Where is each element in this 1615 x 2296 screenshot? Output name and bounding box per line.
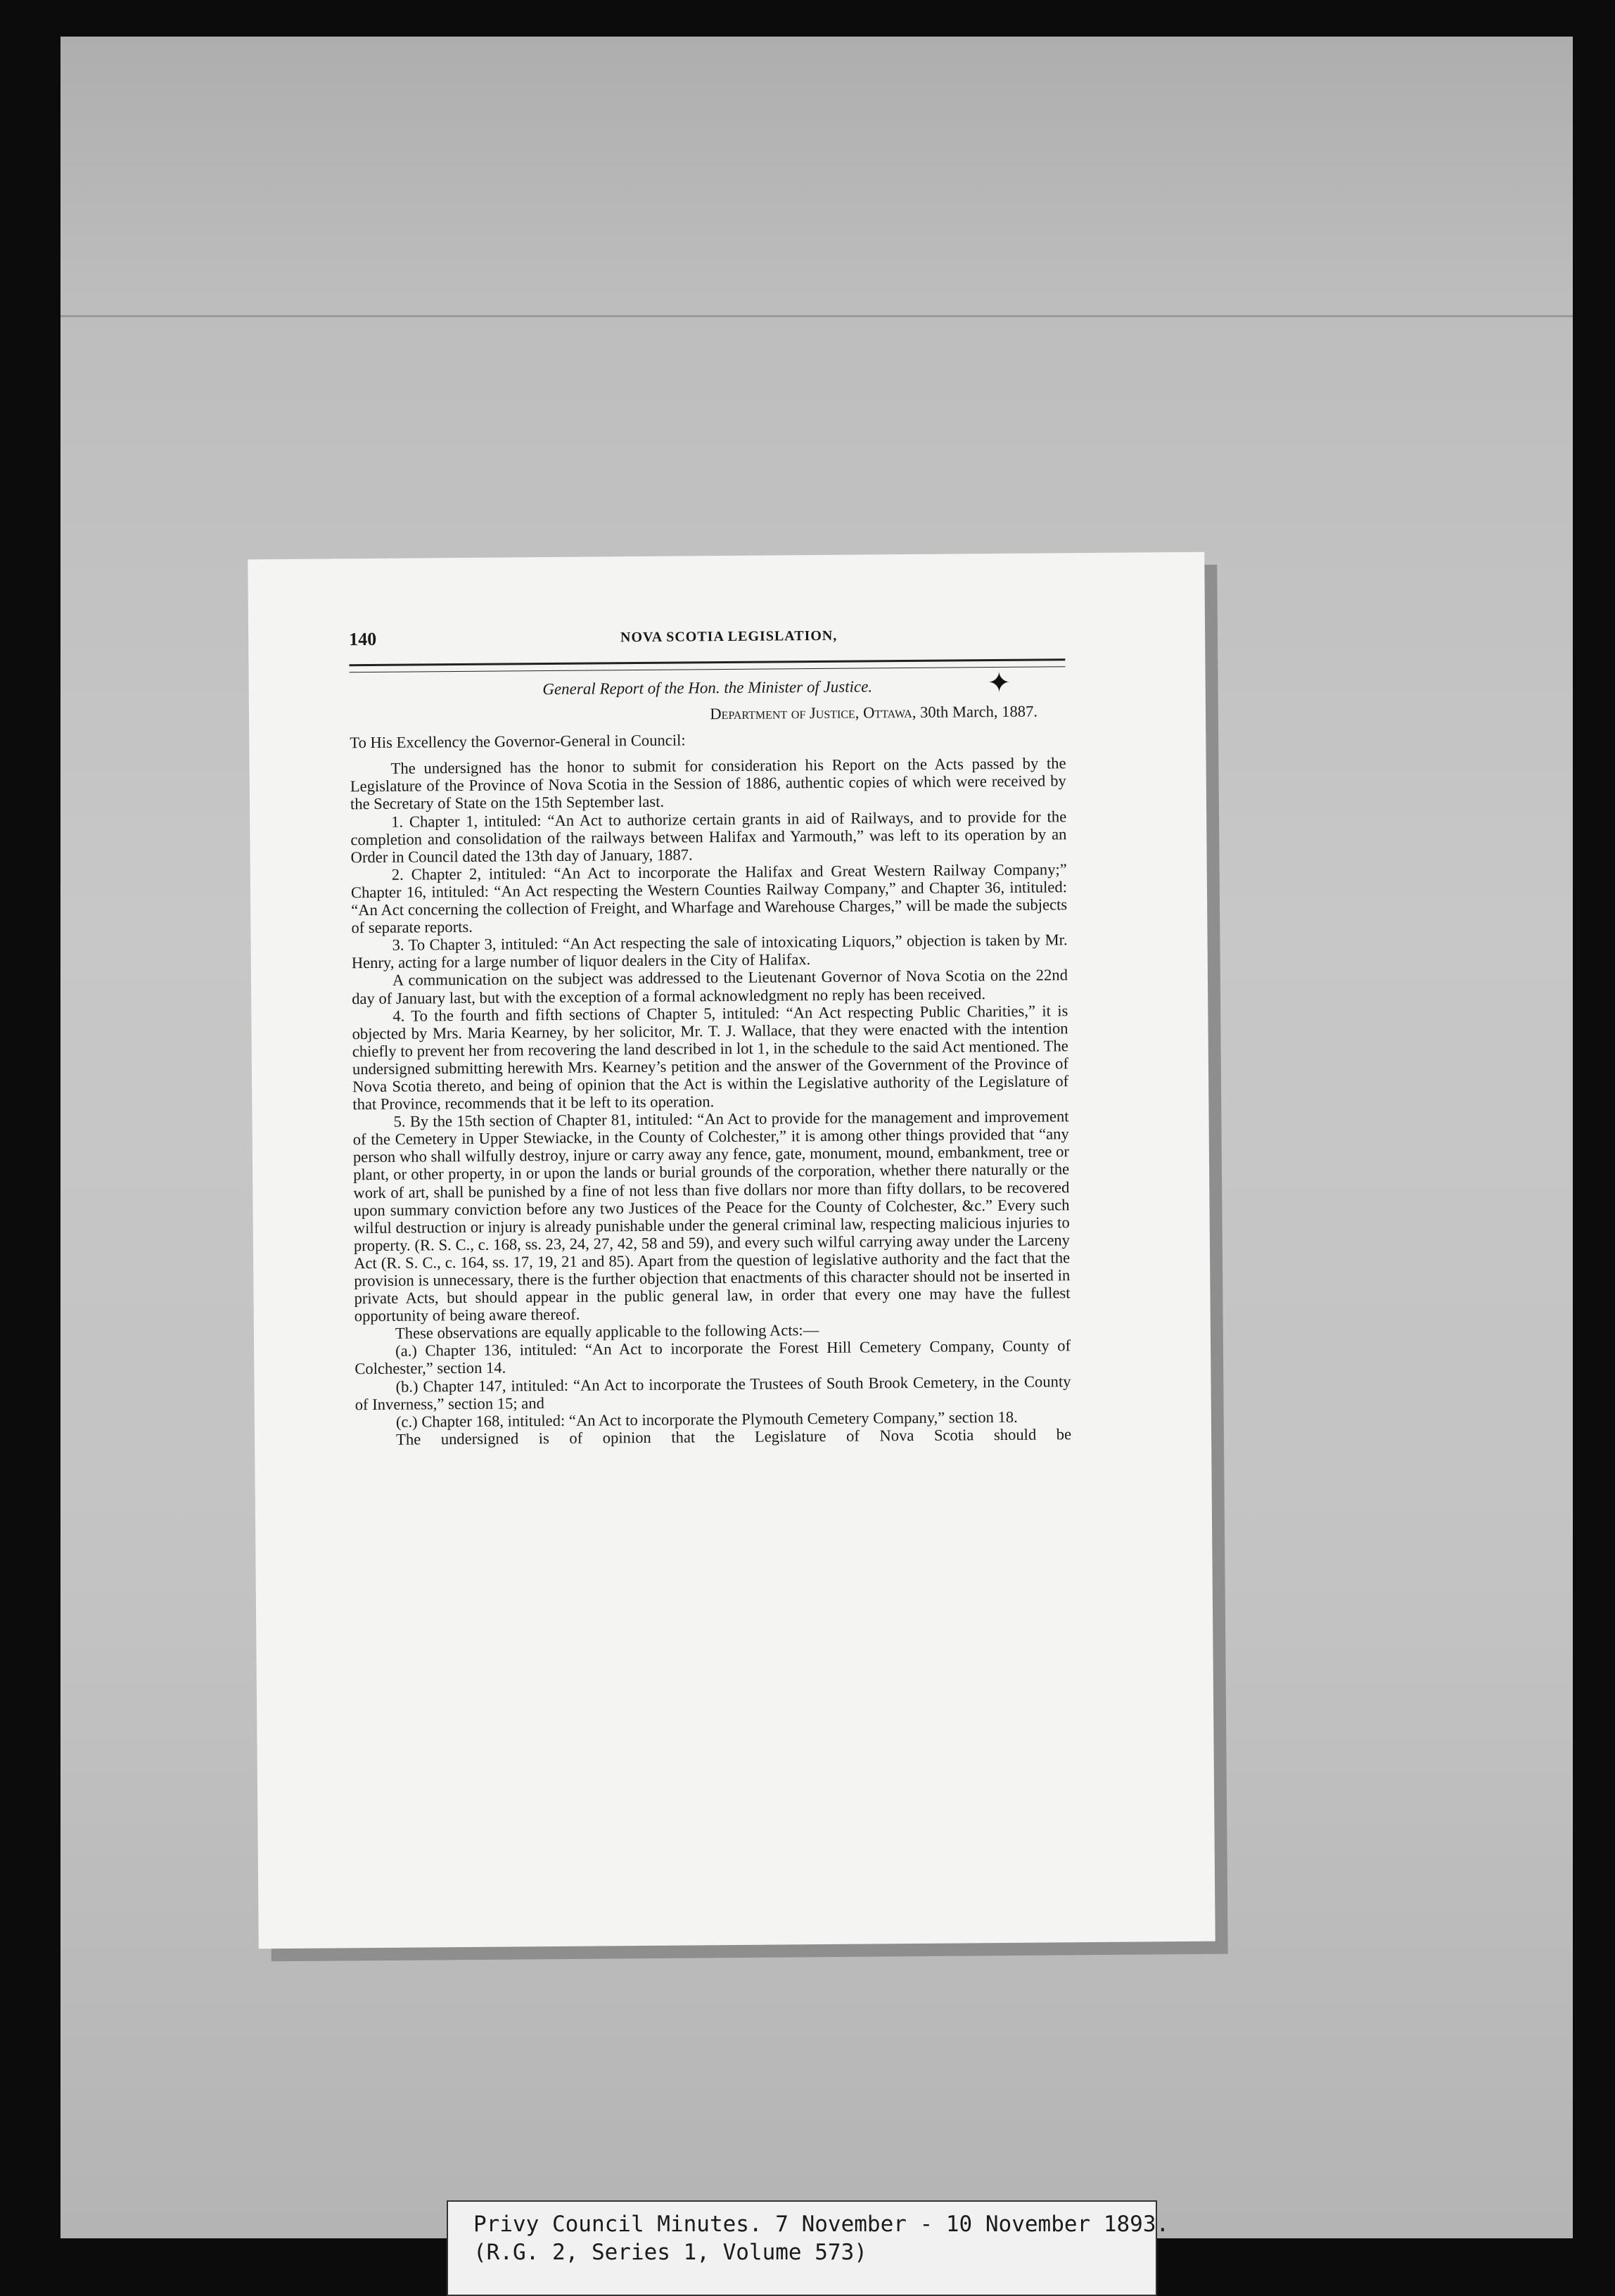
report-title: General Report of the Hon. the Minister of Justice. xyxy=(542,677,873,699)
dateline xyxy=(350,703,1038,726)
paragraph-chapter-1: 1. Chapter 1, intituled: “An Act to authorize certain grants in aid of Railways, and to provide for the completion and consolidation of the railways between Halifax and Yarmouth,” was left to its operation by an Order in Council dated the 13th day of January, 1887. xyxy=(350,807,1067,866)
paragraph-intro: The undersigned has the honor to submit for consideration his Report on the Acts passed by the Legislature of the Province of Nova Scotia in the Session of 1886, authentic copies of which were received by the Secretary of State on the 15th September last. xyxy=(350,754,1066,813)
paragraph-item-c: (c.) Chapter 168, intituled: “An Act to incorporate the Plymouth Cemetery Company,” section 18. xyxy=(395,1408,1018,1431)
fold-line xyxy=(60,315,1573,317)
paragraph-item-a: (a.) Chapter 136, intituled: “An Act to incorporate the Forest Hill Cemetery Company, County of Colchester,” section 14. xyxy=(355,1337,1071,1378)
paragraph-closing: The undersigned is of opinion that the Legislature of Nova Scotia should be xyxy=(395,1425,1072,1448)
paragraph-chapter-3: 3. To Chapter 3, intituled: “An Act respecting the sale of intoxicating Liquors,” objection is taken by Mr. Henry, acting for a large number of liquor dealers in the City of Halifax. xyxy=(351,931,1068,972)
header-rule xyxy=(349,658,1065,672)
paragraph-observations: These observations are equally applicable to the following Acts:— xyxy=(395,1321,819,1343)
paragraph-communication: A communication on the subject was addressed to the Lieutenant Governor of Nova Scotia on the 22nd day of January last, but with the exception of a formal acknowledgment no reply has been received. xyxy=(352,966,1068,1007)
archive-label-line-1: Privy Council Minutes. 7 November - 10 November 1893. xyxy=(473,2212,1170,2237)
dateline-place: Ottawa, xyxy=(862,703,917,722)
paragraph-chapter-81: 5. By the 15th section of Chapter 81, intituled: “An Act to provide for the management and improvement of the Cemetery in Upper Stewiacke, in the County of Colchester,” it is among other things provided that “any person who shall wilfully destroy, injure or carry away any fence, gate, monument, mound, embankment, tree or plant, or other property, in or upon the lands or burial grounds of the corporation, whether there naturally or the work of art, shall be punished by a fine of not less than five dollars nor more than fifty dollars, to be recovered upon summary conviction before any two Justices of the Peace for the County of Colchester, &c.” Every such wilful destruction or injury is already punishable under the general criminal law, respecting malicious injuries to property. (R. S. C., c. 168, ss. 23, 24, 27, 42, 58 and 59), and every such wilful carrying away under the Larceny Act (R. S. C., c. 164, ss. 17, 19, 21 and 85). Apart from the question of legislative authority and the fact that the provision is unnecessary, there is the further objection that enactments of this character should not be inserted in private Acts, but should appear in the public general law, in order that every one may have the fullest opportunity of being aware thereof. xyxy=(352,1107,1071,1325)
document-page xyxy=(248,552,1215,1949)
paragraph-chapter-5: 4. To the fourth and fifth sections of Chapter 5, intituled: “An Act respecting Public Charities,” it is objected by Mrs. Maria Kearney, by her solicitor, Mr. T. J. Wallace, that they were enacted with the intention chiefly to prevent her from recovering the land described in lot 1, in the schedule to the said Act mentioned. The undersigned submitting herewith Mrs. Kearney’s petition and the answer of the Government of the Province of Nova Scotia thereto, and being of opinion that the Act is within the Legislative authority of the Legislature of that Province, recommends that it be left to its operation. xyxy=(352,1001,1069,1114)
dateline-department: Department of Justice, xyxy=(710,703,860,723)
running-title: NOVA SCOTIA LEGISLATION, xyxy=(620,627,838,646)
running-head xyxy=(349,623,1109,657)
archive-label-line-2: (R.G. 2, Series 1, Volume 573) xyxy=(473,2240,867,2265)
archive-label xyxy=(447,2200,1170,2296)
page-number: 140 xyxy=(349,628,377,650)
dateline-date: 30th March, 1887. xyxy=(919,702,1038,721)
salutation: To His Excellency the Governor-General in Council: xyxy=(350,731,686,752)
ink-mark-icon: ✦ xyxy=(987,666,1011,699)
paragraph-chapter-2: 2. Chapter 2, intituled: “An Act to incorporate the Halifax and Great Western Railway Company;” Chapter 16, intituled: “An Act respecting the Western Counties Railway Company,” and Chapter 36, intituled: “An Act concerning the collection of Freight, and Wharfage and Warehouse Charges,” will be made the subjects of separate reports. xyxy=(350,860,1068,937)
paragraph-item-b: (b.) Chapter 147, intituled: “An Act to incorporate the Trustees of South Brook Cemetery, in the County of Inverness,” section 15; and xyxy=(355,1372,1071,1413)
document-body xyxy=(350,676,1072,1448)
